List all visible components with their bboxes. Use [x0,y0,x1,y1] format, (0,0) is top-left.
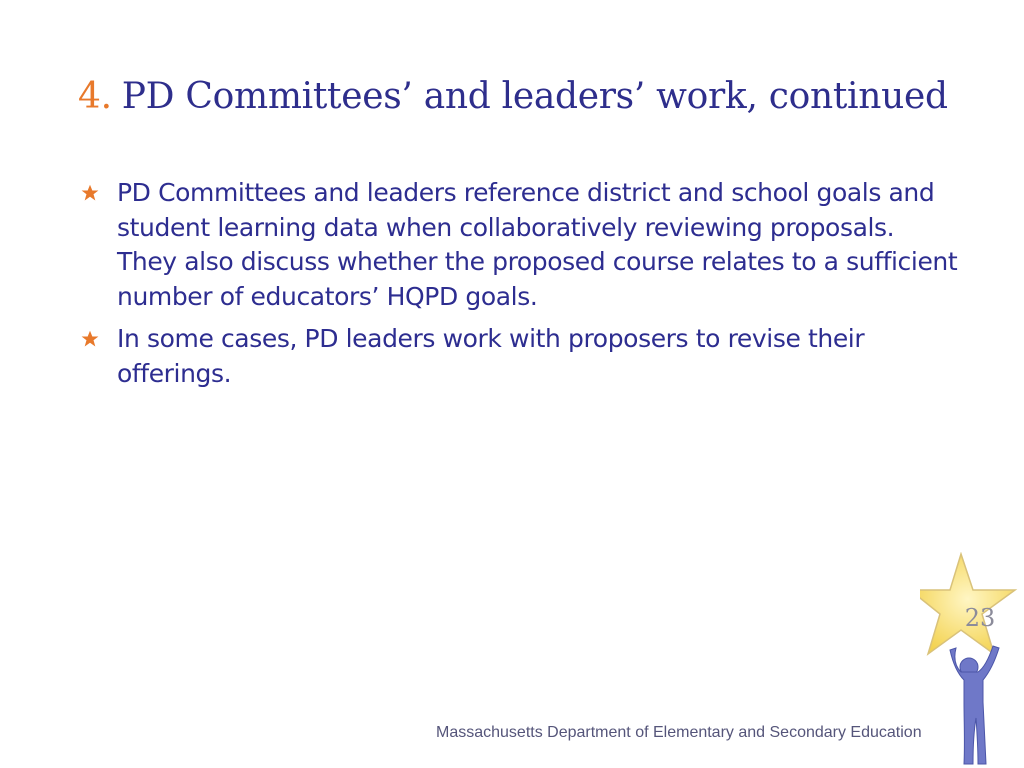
star-icon [81,330,99,348]
bullet-text: PD Committees and leaders reference district and school goals and student learning data when collaboratively reviewing proposals. They also discuss whether the proposed course relates to a sufficient number of educators’ HQPD goals. [117,178,958,311]
person-holding-star-icon [920,552,1024,768]
person-figure [950,646,999,764]
slide-title-text: PD Committees’ and leaders’ work, continued [121,76,948,117]
star-icon [81,184,99,202]
slide-title [78,70,978,124]
bullet-item [78,176,958,314]
bullet-list [78,176,958,399]
page-number: 23 [964,604,996,632]
footer-text: Massachusetts Department of Elementary and Secondary Education [436,724,922,741]
bullet-text: In some cases, PD leaders work with proposers to revise their offerings. [117,324,865,388]
bullet-item [78,322,958,391]
slide-title-number: 4. [78,76,112,117]
